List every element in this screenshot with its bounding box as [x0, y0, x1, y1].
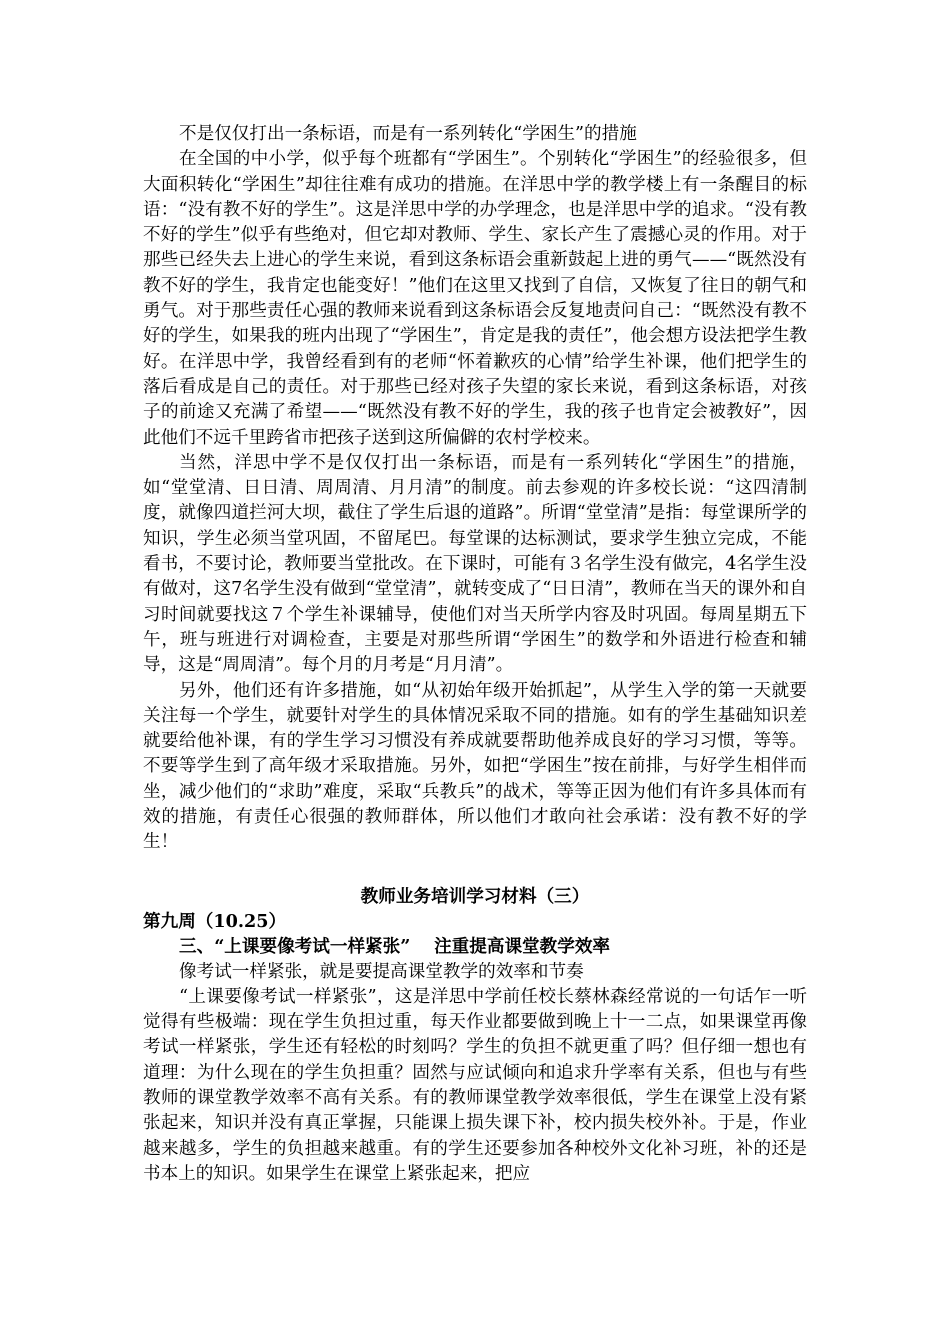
subheading-paragraph: 不是仅仅打出一条标语，而是有一系列转化“学困生”的措施 [179, 124, 637, 144]
document-body [143, 122, 807, 1187]
section-heading: 三、“上课要像考试一样紧张” 注重提高课堂教学效率 [179, 936, 611, 958]
body-paragraph: 在全国的中小学，似乎每个班都有“学困生”。个别转化“学困生”的经验很多，但大面积转化“学困生”却往往难有成功的措施。在洋思中学的教学楼上有一条醒目的标语：“没有教不好的学生”。这是洋思中学的办学理念，也是洋思中学的追求。“没有教不好的学生”似乎有些绝对，但它却对教师、学生、家长产生了震撼心灵的作用。对于那些已经失去上进心的学生来说，看到这条标语会重新鼓起上进的勇气——“既然没有教不好的学生，我肯定也能变好！”他们在这里又找到了自信，又恢复了往日的朝气和勇气。对于那些责任心强的教师来说看到这条标语会反复地责问自己：“既然没有教不好的学生，如果我的班内出现了“学困生”，肯定是我的责任”，他会想方设法把学生教好。在洋思中学，我曾经看到有的老师“怀着歉疚的心情”给学生补课，他们把学生的落后看成是自己的责任。对于那些已经对孩子失望的家长来说，看到这条标语，对孩子的前途又充满了希望——“既然没有教不好的学生，我的孩子也肯定会被教好”，因此他们不远千里跨省市把孩子送到这所偏僻的农村学校来。 [143, 149, 807, 448]
body-paragraph: “上课要像考试一样紧张”，这是洋思中学前任校长蔡林森经常说的一句话乍一听觉得有些极端：现在学生负担过重，每天作业都要做到晚上十一二点，如果课堂再像考试一样紧张，学生还有轻松的时刻吗？学生的负担不就更重了吗？但仔细一想也有道理：为什么现在的学生负担重？固然与应试倾向和追求升学率有关系，但也与有些教师的课堂教学效率不高有关系。有的教师课堂教学效率很低，学生在课堂上没有紧张起来，知识并没有真正掌握，只能课上损失课下补，校内损失校外补。于是，作业越来越多，学生的负担越来越重。有的学生还要参加各种校外文化补习班，补的还是书本上的知识。如果学生在课堂上紧张起来，把应 [143, 986, 807, 1184]
subheading-paragraph: 像考试一样紧张，就是要提高课堂教学的效率和节奏 [179, 961, 584, 982]
week-label: 第九周（10.25） [143, 910, 287, 932]
body-paragraph: 当然，洋思中学不是仅仅打出一条标语，而是有一系列转化“学困生”的措施，如“堂堂清、日日清、周周清、月月清”的制度。前去参观的许多校长说：“这四清制度，就像四道拦河大坝，截住了学生后退的道路”。所谓“堂堂清”是指：每堂课所学的知识，学生必须当堂巩固，不留尾巴。每堂课的达标测试，要求学生独立完成，不能看书，不要讨论，教师要当堂批改。在下课时，可能有３名学生没有做完，4名学生没有做对，这7名学生没有做到“堂堂清”，就转变成了“日日清”，教师在当天的课外和自习时间就要找这７个学生补课辅导，使他们对当天所学内容及时巩固。每周星期五下午，班与班进行对调检查，主要是对那些所谓“学困生”的数学和外语进行检查和辅导，这是“周周清”。每个月的月考是“月月清”。 [143, 452, 807, 676]
material-title: 教师业务培训学习材料（三） [360, 885, 590, 907]
body-paragraph: 另外，他们还有许多措施，如“从初始年级开始抓起”，从学生入学的第一天就要关注每一个学生，就要针对学生的具体情况采取不同的措施。如有的学生基础知识差就要给他补课，有的学生学习习惯没有养成就要帮助他养成良好的学习习惯，等等。不要等学生到了高年级才采取措施。另外，如把“学困生”按在前排，与好学生相伴而坐，减少他们的“求助”难度，采取“兵教兵”的战术，等等正因为他们有许多具体而有效的措施，有责任心很强的教师群体，所以他们才敢向社会承诺：没有教不好的学生！ [143, 680, 807, 853]
